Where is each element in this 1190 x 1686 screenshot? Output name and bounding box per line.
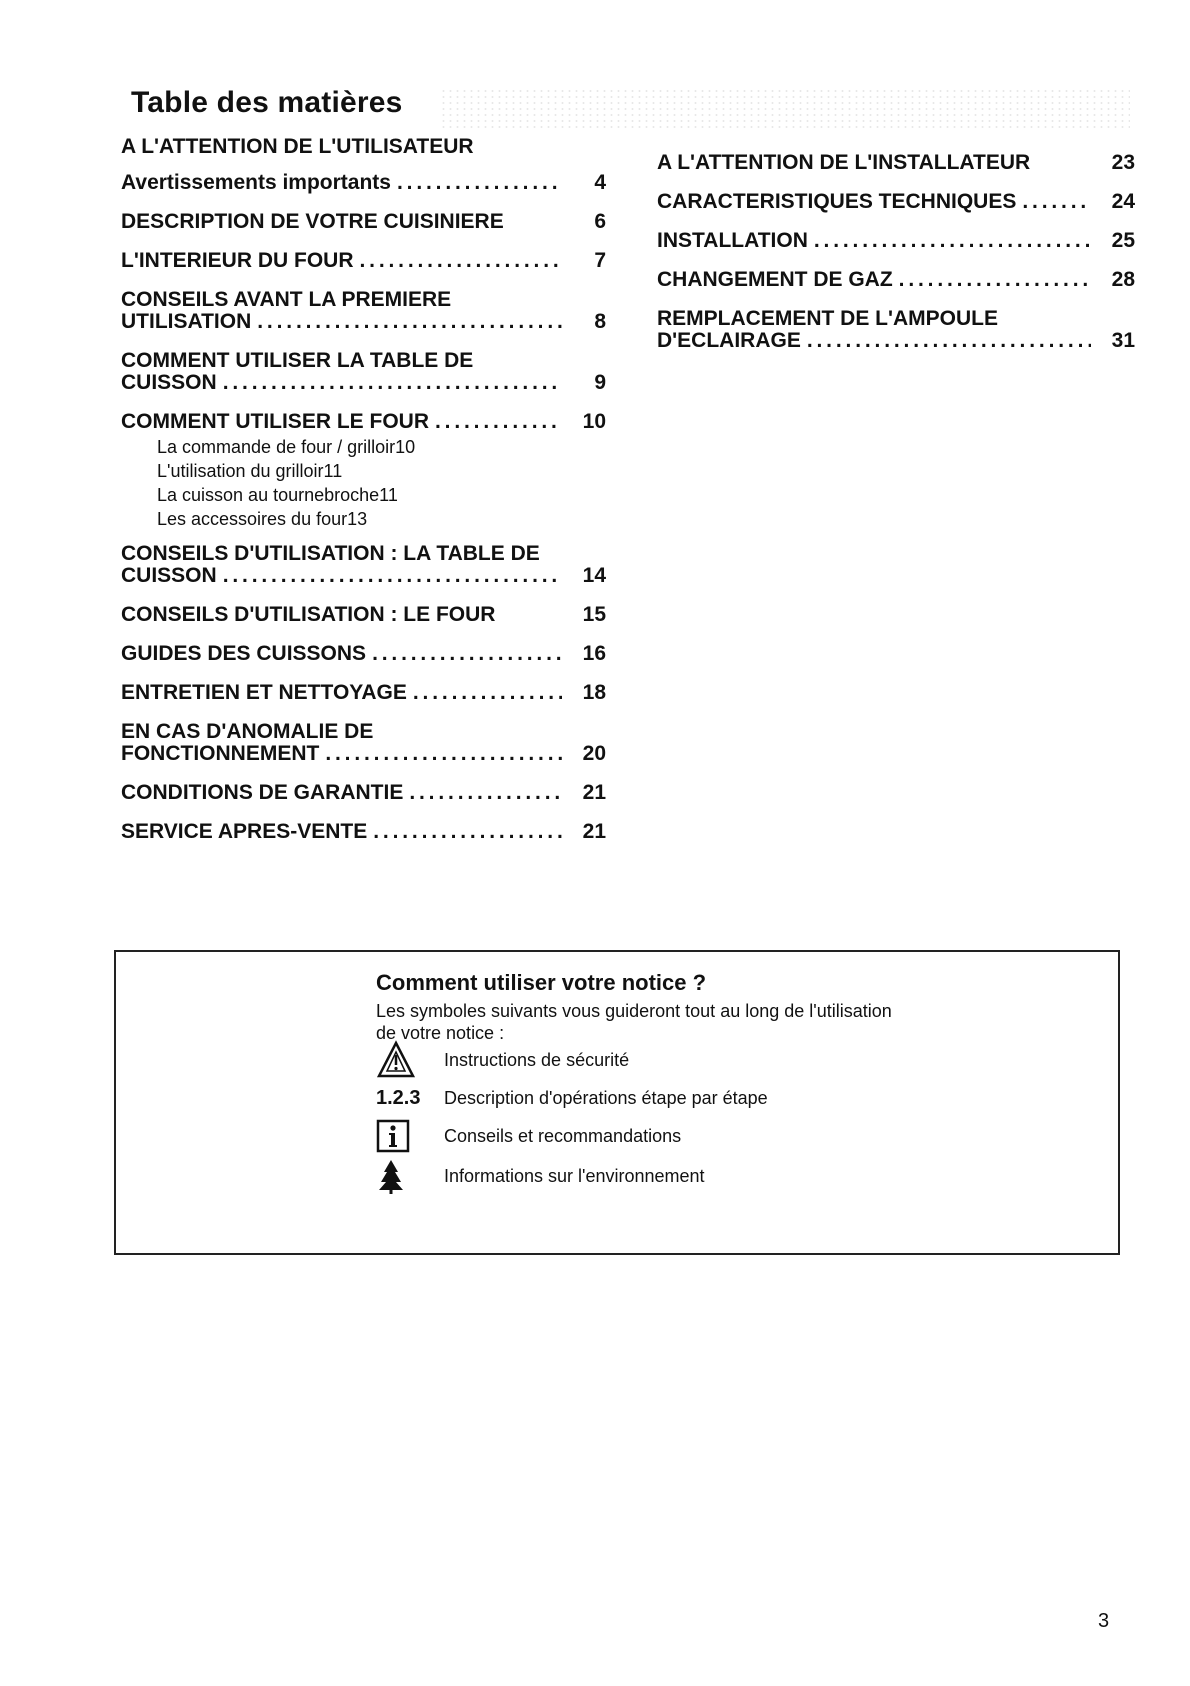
page-title: Table des matières	[131, 86, 403, 119]
page-ref: 6	[594, 210, 606, 233]
tree-icon	[376, 1160, 444, 1192]
toc-entry[interactable]: COMMENT UTILISER LA TABLE DE CUISSON . . . 9	[121, 350, 606, 394]
symbol-label: Description d'opérations étape par étape	[444, 1087, 768, 1108]
page-ref: 24	[1111, 190, 1135, 213]
toc-subentries	[121, 435, 606, 531]
page-ref: 25	[1111, 229, 1135, 252]
page-ref: 18	[582, 681, 606, 704]
page-ref: 28	[1111, 268, 1135, 291]
symbol-label: Conseils et recommandations	[444, 1125, 682, 1146]
toc-entry[interactable]: CONSEILS D'UTILISATION : LA TABLE DE CUISSON . . . 14	[121, 543, 606, 587]
toc-entry[interactable]: COMMENT UTILISER LE FOUR . . . 10	[121, 411, 606, 433]
symbol-label: Instructions de sécurité	[444, 1049, 630, 1070]
toc-entry[interactable]: INSTALLATION . . . 25	[657, 230, 1135, 252]
toc-entry[interactable]: SERVICE APRES-VENTE . . . 21	[121, 821, 606, 843]
symbol-row	[376, 1044, 629, 1076]
symbol-row	[376, 1160, 705, 1192]
page-ref: 4	[594, 171, 606, 194]
toc-entry[interactable]: CONSEILS D'UTILISATION : LE FOUR 15	[121, 603, 606, 626]
toc-left-column	[121, 172, 606, 860]
notice-box	[114, 950, 1120, 1255]
toc-entry[interactable]: CONDITIONS DE GARANTIE . . . 21	[121, 782, 606, 804]
page-ref: 21	[582, 820, 606, 843]
scan-noise	[440, 88, 1130, 128]
page-ref: 11	[323, 461, 343, 481]
page-ref: 14	[582, 564, 606, 587]
page-ref: 15	[582, 603, 606, 626]
page-ref: 23	[1111, 151, 1135, 174]
page-ref: 20	[582, 742, 606, 765]
page-ref: 9	[594, 371, 606, 394]
toc-entry[interactable]: CONSEILS AVANT LA PREMIERE UTILISATION . . . 8	[121, 289, 606, 333]
toc-entry[interactable]: GUIDES DES CUISSONS . . . 16	[121, 643, 606, 665]
page-ref: 10	[395, 437, 416, 457]
toc-entry[interactable]: DESCRIPTION DE VOTRE CUISINIERE 6	[121, 210, 606, 233]
toc-entry[interactable]: Avertissements importants . . . 4	[121, 172, 606, 194]
info-box-icon	[376, 1120, 444, 1152]
toc-subentry[interactable]: L'utilisation du grilloir 11	[157, 461, 343, 481]
step-number-symbol: 1.2.3	[376, 1086, 421, 1109]
toc-subentry[interactable]: La commande de four / grilloir 10	[157, 437, 416, 457]
notice-intro: Les symboles suivants vous guideront tout au long de l'utilisation de votre notice :	[376, 1001, 892, 1043]
section-heading-utilisateur: A L'ATTENTION DE L'UTILISATEUR	[121, 135, 474, 158]
toc-entry[interactable]: A L'ATTENTION DE L'INSTALLATEUR 23	[657, 151, 1135, 174]
page-number: 3	[1098, 1610, 1110, 1632]
toc-subentry[interactable]: La cuisson au tournebroche 11	[157, 485, 398, 505]
toc-entry[interactable]: REMPLACEMENT DE L'AMPOULE D'ECLAIRAGE . . . 31	[657, 308, 1135, 352]
notice-title: Comment utiliser votre notice ?	[376, 970, 707, 995]
symbol-row	[376, 1082, 768, 1114]
toc-subentry[interactable]: Les accessoires du four 13	[157, 509, 368, 529]
page-ref: 11	[379, 485, 398, 505]
toc-entry[interactable]: EN CAS D'ANOMALIE DE FONCTIONNEMENT . . . 20	[121, 721, 606, 765]
toc-entry[interactable]: CHANGEMENT DE GAZ . . . 28	[657, 269, 1135, 291]
page-ref: 16	[582, 642, 606, 665]
warning-triangle-icon	[376, 1044, 444, 1076]
page-ref: 21	[582, 781, 606, 804]
toc-entry[interactable]: CARACTERISTIQUES TECHNIQUES . . . 24	[657, 191, 1135, 213]
page-ref: 10	[582, 410, 606, 433]
page-ref: 8	[594, 310, 606, 333]
page-ref: 31	[1111, 329, 1135, 352]
symbol-row	[376, 1120, 681, 1152]
page-ref: 13	[347, 509, 368, 529]
symbol-label: Informations sur l'environnement	[444, 1165, 705, 1186]
toc-right-column	[657, 152, 1135, 369]
page-ref: 7	[594, 249, 606, 272]
toc-entry[interactable]: ENTRETIEN ET NETTOYAGE . . . 18	[121, 682, 606, 704]
toc-entry[interactable]: L'INTERIEUR DU FOUR . . . 7	[121, 250, 606, 272]
